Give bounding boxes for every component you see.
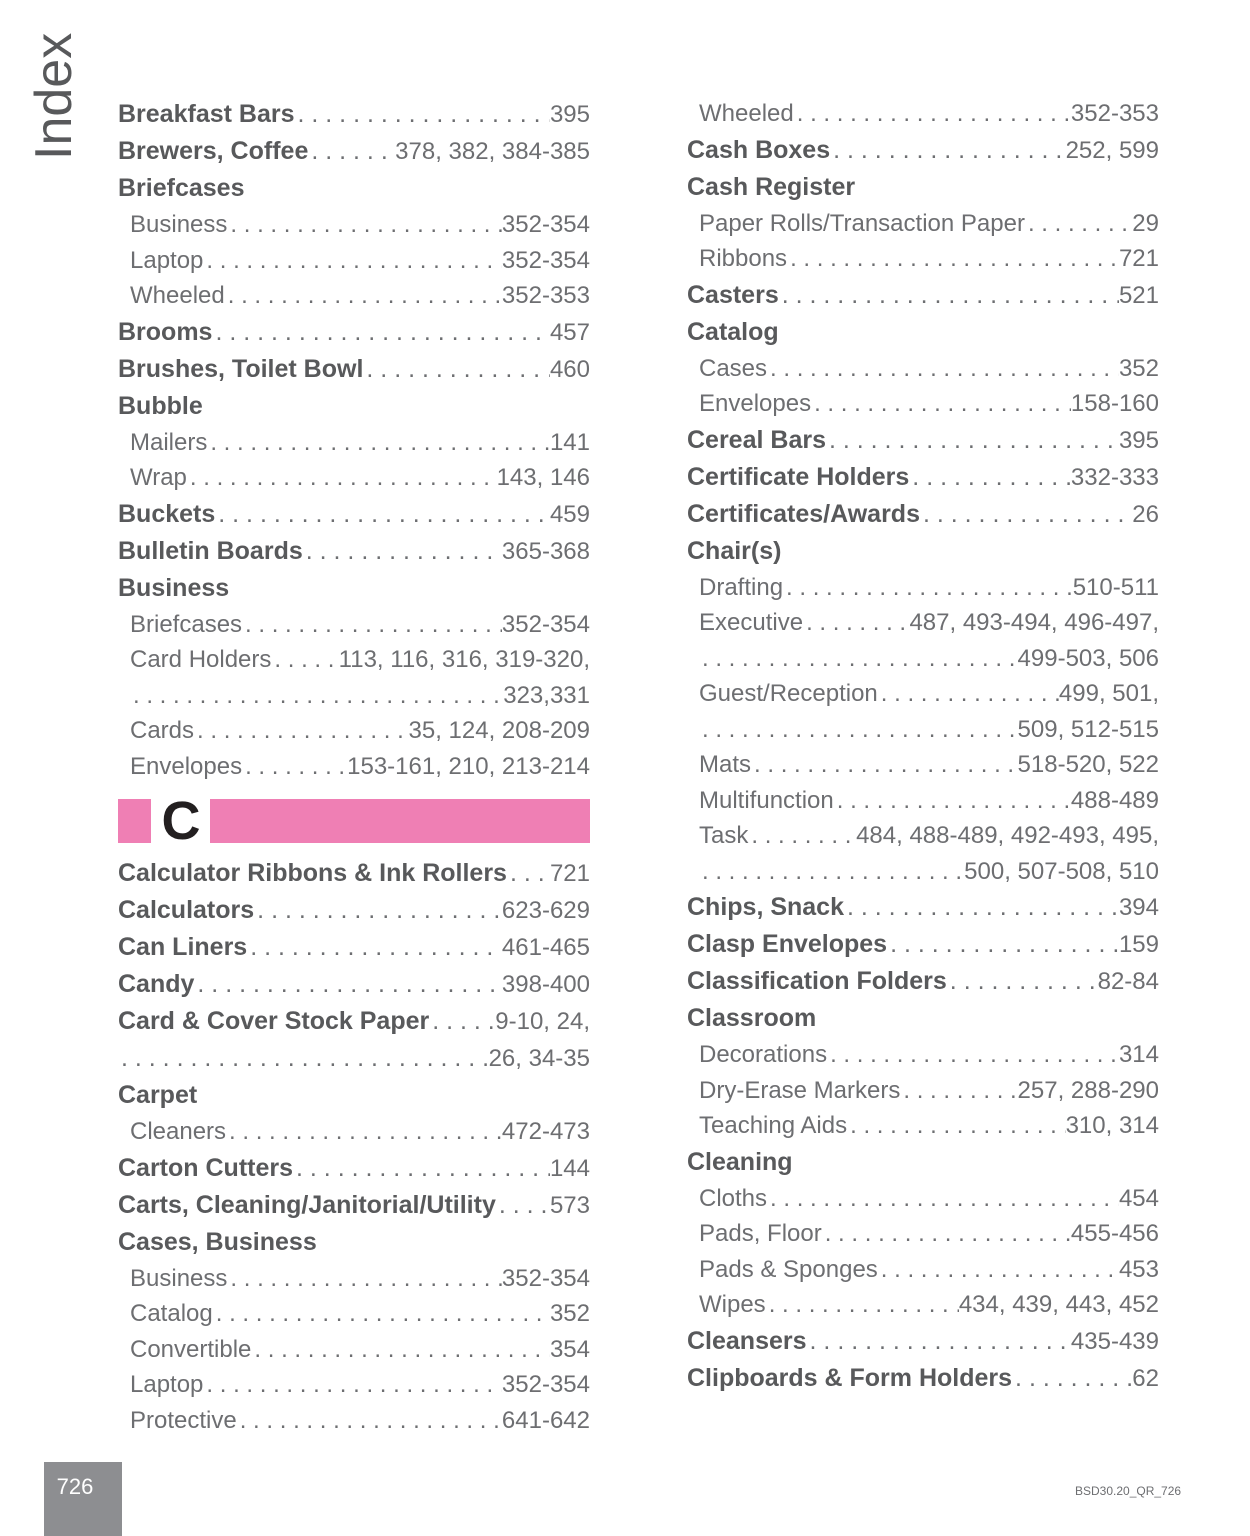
index-entry xyxy=(118,966,590,1003)
dot-leader xyxy=(699,712,1018,748)
index-subentry xyxy=(118,1114,590,1150)
entry-label: Executive xyxy=(699,609,804,636)
dot-leader xyxy=(363,351,550,388)
entry-label: Cleaners xyxy=(130,1118,227,1145)
index-list-c-part2 xyxy=(687,96,1159,1397)
index-entry xyxy=(118,1187,590,1224)
dot-leader xyxy=(251,1332,550,1368)
entry-label: Mailers xyxy=(130,428,208,456)
index-entry xyxy=(687,1144,1159,1181)
dot-leader xyxy=(878,676,1059,712)
entry-pages: 141 xyxy=(549,428,590,456)
entry-pages: 352-353 xyxy=(1070,100,1159,127)
dot-leader xyxy=(187,460,497,496)
dot-leader xyxy=(787,241,1119,277)
index-subentry xyxy=(687,605,1159,641)
index-entry xyxy=(118,96,590,133)
letter-bar-accent-left xyxy=(118,799,151,843)
entry-label: Briefcases xyxy=(130,610,243,638)
index-subentry xyxy=(687,854,1159,890)
entry-pages: 484, 488-489, 492-493, 495, xyxy=(856,822,1159,849)
entry-label: Teaching Aids xyxy=(699,1112,848,1139)
dot-leader xyxy=(293,1150,550,1187)
entry-pages: 721 xyxy=(549,860,590,887)
dot-leader xyxy=(794,96,1071,132)
dot-leader xyxy=(203,243,502,279)
dot-leader xyxy=(225,278,502,314)
entry-pages: 721 xyxy=(1118,245,1159,272)
entry-pages: 62 xyxy=(1132,1364,1159,1392)
index-subentry xyxy=(687,676,1159,712)
dot-leader xyxy=(767,351,1119,387)
entry-pages: 35, 124, 208-209 xyxy=(408,717,590,744)
entry-pages: 113, 116, 316, 319-320, xyxy=(338,646,590,673)
index-entry xyxy=(118,892,590,929)
entry-label: Cleaning xyxy=(687,1147,793,1176)
section-letter-bar xyxy=(118,791,590,851)
entry-pages: 153-161, 210, 213-214 xyxy=(347,752,590,780)
entry-pages: 472-473 xyxy=(501,1118,590,1145)
dot-leader xyxy=(827,1037,1119,1073)
index-subentry xyxy=(687,1073,1159,1109)
entry-pages: 352 xyxy=(1118,354,1159,382)
index-list-b xyxy=(118,96,590,784)
dot-leader xyxy=(212,314,549,351)
entry-label: Business xyxy=(130,1264,228,1292)
dot-leader xyxy=(1025,206,1132,242)
index-entry xyxy=(118,1077,590,1114)
index-subentry xyxy=(118,425,590,461)
index-entry xyxy=(687,277,1159,314)
entry-label: Business xyxy=(118,573,230,602)
entry-label: Briefcases xyxy=(118,174,245,202)
index-subentry xyxy=(687,1287,1159,1323)
entry-label: Wrap xyxy=(130,464,187,491)
entry-pages: 352-354 xyxy=(501,1371,590,1398)
dot-leader xyxy=(271,642,338,678)
index-subentry xyxy=(687,712,1159,748)
index-subentry xyxy=(118,278,590,314)
entry-label: Catalog xyxy=(687,317,779,346)
entry-label: Clasp Envelopes xyxy=(687,930,888,958)
entry-pages: 487, 493-494, 496-497, xyxy=(909,609,1159,636)
entry-label: Chips, Snack xyxy=(687,893,844,921)
entry-pages: 499, 501, xyxy=(1058,680,1159,707)
entry-label: Carton Cutters xyxy=(118,1153,294,1182)
entry-label: Envelopes xyxy=(699,390,812,417)
index-list-c-part1 xyxy=(118,855,590,1438)
dot-leader xyxy=(803,605,909,641)
entry-pages: 378, 382, 384-385 xyxy=(395,138,590,165)
entry-label: Convertible xyxy=(130,1335,252,1363)
index-subentry xyxy=(687,747,1159,783)
index-entry xyxy=(687,1323,1159,1360)
entry-label: Certificates/Awards xyxy=(687,499,920,528)
entry-label: Protective xyxy=(130,1406,237,1434)
index-subentry xyxy=(687,1216,1159,1252)
index-subentry xyxy=(687,1181,1159,1217)
dot-leader xyxy=(247,929,502,966)
entry-label: Cases, Business xyxy=(118,1227,317,1256)
dot-leader xyxy=(909,459,1071,496)
index-entry xyxy=(687,132,1159,169)
index-entry xyxy=(687,496,1159,533)
entry-pages: 26, 34-35 xyxy=(488,1045,590,1072)
index-entry xyxy=(118,1003,590,1040)
index-subentry xyxy=(118,243,590,279)
page-heading: Index xyxy=(25,32,83,160)
entry-label: Ribbons xyxy=(699,245,788,272)
entry-pages: 323,331 xyxy=(503,681,590,709)
entry-pages: 521 xyxy=(1118,281,1159,309)
index-subentry xyxy=(118,460,590,496)
entry-label: Cash Register xyxy=(687,172,856,201)
index-entry xyxy=(118,314,590,351)
entry-label: Brewers, Coffee xyxy=(118,137,309,165)
section-letter: C xyxy=(161,791,201,851)
dot-leader xyxy=(303,533,502,570)
entry-pages: 352-353 xyxy=(501,282,590,309)
index-entry xyxy=(687,459,1159,496)
entry-pages: 461-465 xyxy=(501,934,590,961)
entry-label: Calculators xyxy=(118,896,255,924)
index-subentry xyxy=(687,783,1159,819)
index-subentry xyxy=(687,386,1159,422)
dot-leader xyxy=(900,1073,1017,1109)
entry-label: Dry-Erase Markers xyxy=(699,1076,901,1104)
index-subentry xyxy=(687,1108,1159,1144)
entry-pages: 459 xyxy=(549,500,590,528)
index-subentry xyxy=(687,1252,1159,1288)
dot-leader xyxy=(878,1252,1119,1288)
index-entry xyxy=(118,1040,590,1077)
entry-label: Pads, Floor xyxy=(699,1220,822,1247)
entry-label: Candy xyxy=(118,970,195,998)
entry-pages: 509, 512-515 xyxy=(1017,715,1159,743)
index-entry xyxy=(118,1224,590,1261)
dot-leader xyxy=(887,926,1119,963)
index-entry xyxy=(118,1150,590,1187)
entry-pages: 354 xyxy=(549,1335,590,1363)
index-subentry xyxy=(118,207,590,243)
dot-leader xyxy=(830,132,1065,169)
dot-leader xyxy=(226,1114,502,1150)
entry-pages: 143, 146 xyxy=(496,464,590,491)
entry-label: Casters xyxy=(687,280,779,309)
index-subentry xyxy=(687,1037,1159,1073)
index-entry xyxy=(118,351,590,388)
entry-pages: 310, 314 xyxy=(1065,1112,1159,1139)
dot-leader xyxy=(227,1261,502,1297)
entry-pages: 352 xyxy=(549,1300,590,1327)
dot-leader xyxy=(254,892,502,929)
entry-pages: 26 xyxy=(1132,500,1159,528)
dot-leader xyxy=(847,1108,1065,1144)
entry-label: Cash Boxes xyxy=(687,135,831,164)
dot-leader xyxy=(429,1003,495,1040)
index-subentry xyxy=(687,570,1159,606)
index-subentry xyxy=(687,96,1159,132)
entry-label: Task xyxy=(699,822,749,849)
page-number: 726 xyxy=(56,1474,94,1499)
index-entry xyxy=(118,388,590,425)
dot-leader xyxy=(779,277,1119,314)
index-subentry xyxy=(687,206,1159,242)
entry-label: Buckets xyxy=(118,499,216,528)
dot-leader xyxy=(826,422,1119,459)
entry-label: Drafting xyxy=(699,573,784,601)
entry-pages: 395 xyxy=(549,101,590,128)
entry-pages: 332-333 xyxy=(1070,463,1159,491)
entry-label: Brushes, Toilet Bowl xyxy=(118,354,364,383)
entry-label: Wheeled xyxy=(699,100,794,127)
index-subentry xyxy=(118,607,590,643)
index-subentry xyxy=(687,241,1159,277)
index-entry xyxy=(118,170,590,207)
dot-leader xyxy=(308,133,395,170)
entry-label: Classroom xyxy=(687,1004,817,1032)
left-column xyxy=(118,96,590,1438)
entry-label: Pads & Sponges xyxy=(699,1255,878,1283)
entry-pages: 453 xyxy=(1118,1255,1159,1283)
entry-label: Chair(s) xyxy=(687,536,782,565)
dot-leader xyxy=(748,818,856,854)
entry-label: Clipboards & Form Holders xyxy=(687,1363,1013,1392)
index-entry xyxy=(118,929,590,966)
entry-label: Catalog xyxy=(130,1300,213,1327)
dot-leader xyxy=(699,641,1018,677)
letter-bar-accent-right xyxy=(210,799,590,843)
entry-pages: 159 xyxy=(1118,931,1159,958)
entry-label: Cleansers xyxy=(687,1326,807,1355)
entry-label: Certificate Holders xyxy=(687,462,910,491)
index-subentry xyxy=(118,1332,590,1368)
entry-label: Calculator Ribbons & Ink Rollers xyxy=(118,859,507,887)
right-column xyxy=(687,96,1159,1397)
index-entry xyxy=(687,1000,1159,1037)
dot-leader xyxy=(242,749,347,785)
entry-label: Laptop xyxy=(130,1371,204,1398)
dot-leader xyxy=(203,1367,502,1403)
entry-label: Card & Cover Stock Paper xyxy=(118,1007,430,1035)
entry-pages: 365-368 xyxy=(501,537,590,565)
index-subentry xyxy=(118,749,590,785)
entry-pages: 398-400 xyxy=(501,971,590,998)
index-subentry xyxy=(687,641,1159,677)
entry-label: Bulletin Boards xyxy=(118,536,303,565)
entry-label: Brooms xyxy=(118,317,213,346)
index-subentry xyxy=(118,642,590,678)
dot-leader xyxy=(213,1296,550,1332)
dot-leader xyxy=(207,425,550,461)
entry-pages: 457 xyxy=(549,318,590,346)
entry-label: Can Liners xyxy=(118,933,248,961)
entry-label: Multifunction xyxy=(699,786,834,814)
index-subentry xyxy=(118,678,590,714)
entry-pages: 518-520, 522 xyxy=(1017,751,1159,778)
dot-leader xyxy=(237,1403,502,1439)
entry-label: Wipes xyxy=(699,1291,766,1318)
index-entry xyxy=(118,855,590,892)
dot-leader xyxy=(807,1323,1071,1360)
entry-label: Cereal Bars xyxy=(687,425,826,454)
index-subentry xyxy=(118,713,590,749)
dot-leader xyxy=(496,1187,550,1224)
entry-pages: 460 xyxy=(549,355,590,383)
dot-leader xyxy=(507,855,550,892)
dot-leader xyxy=(295,96,550,133)
entry-pages: 352-354 xyxy=(501,246,590,274)
entry-pages: 158-160 xyxy=(1070,390,1159,417)
index-subentry xyxy=(687,351,1159,387)
entry-label: Breakfast Bars xyxy=(118,100,295,128)
entry-pages: 454 xyxy=(1118,1184,1159,1212)
index-subentry xyxy=(687,818,1159,854)
index-entry xyxy=(118,570,590,607)
index-entry xyxy=(687,926,1159,963)
entry-pages: 641-642 xyxy=(501,1406,590,1434)
entry-label: Business xyxy=(130,211,228,238)
entry-pages: 395 xyxy=(1118,426,1159,454)
index-entry xyxy=(118,533,590,570)
dot-leader xyxy=(767,1181,1119,1217)
entry-label: Carts, Cleaning/Janitorial/Utility xyxy=(118,1190,496,1219)
dot-leader xyxy=(947,963,1098,1000)
dot-leader xyxy=(783,570,1073,606)
entry-label: Decorations xyxy=(699,1041,828,1068)
dot-leader xyxy=(844,889,1119,926)
entry-label: Laptop xyxy=(130,246,204,274)
entry-pages: 9-10, 24, xyxy=(495,1008,590,1035)
dot-leader xyxy=(118,1040,489,1077)
entry-pages: 434, 439, 443, 452 xyxy=(958,1291,1159,1318)
index-entry xyxy=(687,963,1159,1000)
entry-label: Cloths xyxy=(699,1184,768,1212)
dot-leader xyxy=(130,678,503,714)
dot-leader xyxy=(811,386,1071,422)
index-subentry xyxy=(118,1296,590,1332)
footer-code: BSD30.20_QR_726 xyxy=(1075,1484,1182,1498)
entry-pages: 488-489 xyxy=(1070,786,1159,814)
entry-pages: 82-84 xyxy=(1097,968,1159,995)
index-entry xyxy=(687,889,1159,926)
entry-pages: 573 xyxy=(549,1191,590,1219)
index-entry xyxy=(687,422,1159,459)
dot-leader xyxy=(920,496,1132,533)
dot-leader xyxy=(834,783,1071,819)
entry-pages: 257, 288-290 xyxy=(1017,1076,1159,1104)
entry-pages: 314 xyxy=(1118,1041,1159,1068)
entry-pages: 394 xyxy=(1118,894,1159,921)
entry-label: Carpet xyxy=(118,1081,198,1109)
entry-label: Guest/Reception xyxy=(699,680,878,707)
dot-leader xyxy=(1012,1360,1132,1397)
entry-pages: 352-354 xyxy=(501,610,590,638)
entry-pages: 455-456 xyxy=(1070,1220,1159,1247)
entry-pages: 252, 599 xyxy=(1065,136,1159,164)
entry-pages: 623-629 xyxy=(501,897,590,924)
index-entry xyxy=(687,533,1159,570)
index-subentry xyxy=(118,1261,590,1297)
index-subentry xyxy=(118,1367,590,1403)
entry-pages: 144 xyxy=(549,1154,590,1182)
entry-pages: 510-511 xyxy=(1072,573,1159,601)
entry-pages: 500, 507-508, 510 xyxy=(964,857,1159,885)
entry-label: Bubble xyxy=(118,391,203,420)
dot-leader xyxy=(194,966,502,1003)
dot-leader xyxy=(699,854,964,890)
entry-pages: 29 xyxy=(1132,209,1159,237)
dot-leader xyxy=(751,747,1018,783)
index-entry xyxy=(118,496,590,533)
dot-leader xyxy=(766,1287,959,1323)
entry-pages: 435-439 xyxy=(1070,1327,1159,1355)
index-subentry xyxy=(118,1403,590,1439)
dot-leader xyxy=(822,1216,1071,1252)
dot-leader xyxy=(242,607,502,643)
dot-leader xyxy=(194,713,408,749)
page-number-box xyxy=(44,1462,122,1536)
entry-label: Envelopes xyxy=(130,752,243,780)
entry-pages: 352-354 xyxy=(501,1264,590,1292)
dot-leader xyxy=(227,207,502,243)
entry-label: Mats xyxy=(699,751,752,778)
entry-label: Cards xyxy=(130,717,195,744)
entry-label: Classification Folders xyxy=(687,967,947,995)
entry-label: Cases xyxy=(699,354,768,382)
entry-pages: 499-503, 506 xyxy=(1017,644,1159,672)
entry-label: Wheeled xyxy=(130,282,225,309)
entry-label: Paper Rolls/Transaction Paper xyxy=(699,209,1025,237)
index-entry xyxy=(687,169,1159,206)
entry-pages: 352-354 xyxy=(501,211,590,238)
index-entry xyxy=(687,314,1159,351)
dot-leader xyxy=(215,496,550,533)
entry-label: Card Holders xyxy=(130,646,272,673)
index-entry xyxy=(687,1360,1159,1397)
index-entry xyxy=(118,133,590,170)
